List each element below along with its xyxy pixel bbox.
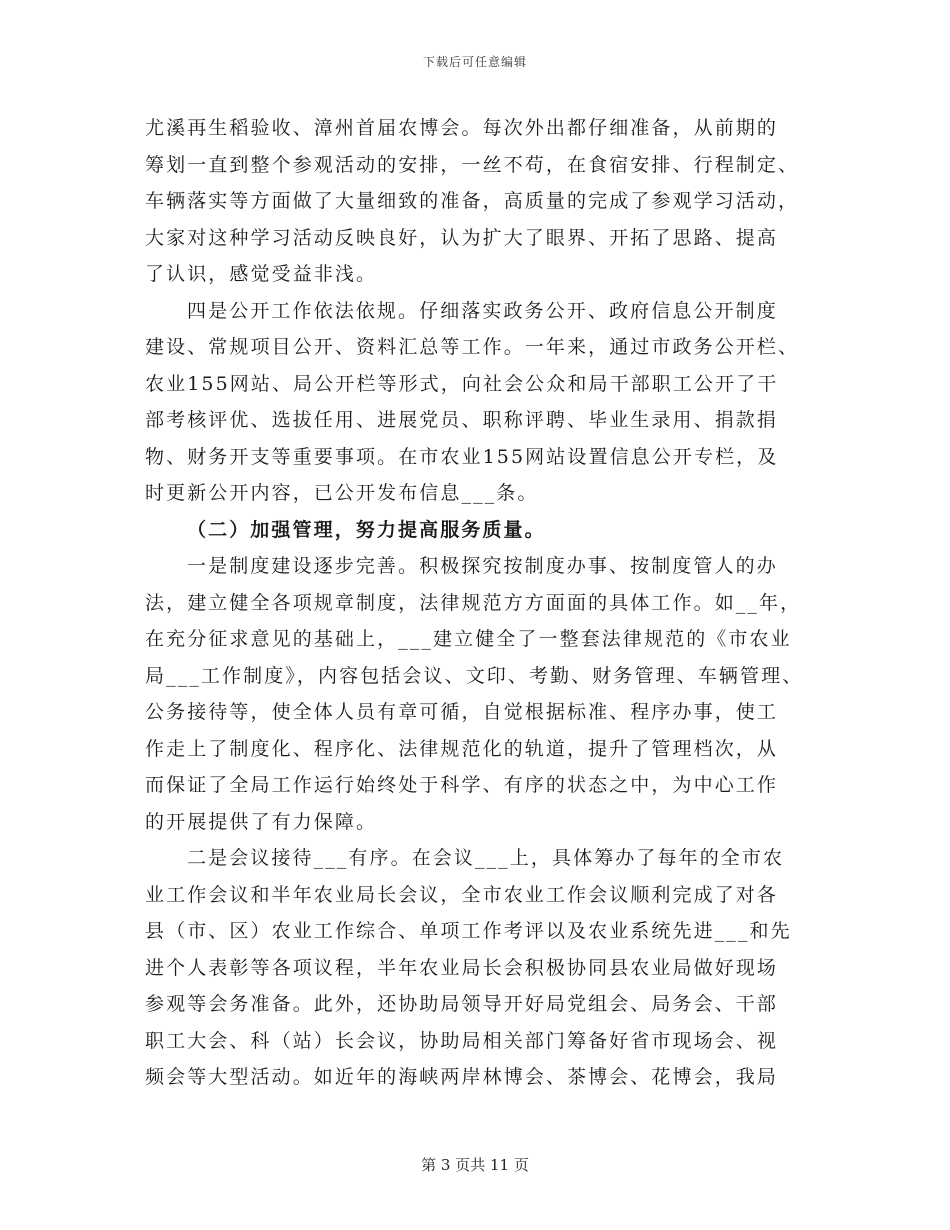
- text-line: 农业155网站、局公开栏等形式，向社会公众和局干部职工公开了干: [145, 372, 779, 395]
- text-line: 频会等大型活动。如近年的海峡两岸林博会、茶博会、花博会，我局: [145, 1066, 779, 1088]
- text-line: 公务接待等，使全体人员有章可循，自觉根据标准、程序办事，使工: [145, 701, 779, 723]
- document-body: [145, 110, 815, 1096]
- text-line: 时更新公开内容，已公开发布信息___条。: [145, 482, 539, 504]
- page-number: 第 3 页共 11 页: [421, 1156, 529, 1174]
- text-line: 而保证了全局工作运行始终处于科学、有序的状态之中，为中心工作: [145, 774, 779, 796]
- text-line: 参观等会务准备。此外，还协助局领导开好局党组会、局务会、干部: [145, 993, 779, 1015]
- text-line: 职工大会、科（站）长会议，协助局相关部门筹备好省市现场会、视: [145, 1029, 779, 1052]
- paragraph-start-line: 四是公开工作依法依规。仔细落实政务公开、政府信息公开制度: [187, 299, 778, 322]
- text-line: 在充分征求意见的基础上，___建立健全了一整套法律规范的《市农业: [145, 628, 792, 650]
- text-line: 建设、常规项目公开、资料汇总等工作。一年来，通过市政务公开栏、: [145, 336, 800, 358]
- text-line: 物、财务开支等重要事项。在市农业155网站设置信息公开专栏，及: [145, 445, 779, 468]
- text-line: 尤溪再生稻验收、漳州首届农博会。每次外出都仔细准备，从前期的: [145, 117, 779, 139]
- paragraph-start-line: 二是会议接待___有序。在会议___上，具体筹办了每年的全市农: [187, 847, 785, 869]
- text-line: 部考核评优、选拔任用、进展党员、职称评聘、毕业生录用、捐款捐: [145, 409, 779, 431]
- text-line: 法，建立健全各项规章制度，法律规范方方面面的具体工作。如__年，: [145, 591, 802, 614]
- text-line: 进个人表彰等各项议程，半年农业局长会积极协同县农业局做好现场: [145, 956, 779, 979]
- text-line: 了认识，感觉受益非浅。: [145, 263, 378, 285]
- paragraph-start-line: 一是制度建设逐步完善。积极探究按制度办事、按制度管人的办: [187, 555, 778, 577]
- text-line: 局___工作制度》，内容包括会议、文印、考勤、财务管理、车辆管理、: [145, 664, 804, 687]
- text-line: 车辆落实等方面做了大量细致的准备，高质量的完成了参观学习活动，: [145, 190, 800, 212]
- section-heading: （二）加强管理，努力提高服务质量。: [187, 518, 546, 541]
- text-line: 业工作会议和半年农业局长会议，全市农业工作会议顺利完成了对各: [145, 883, 779, 906]
- text-line: 的开展提供了有力保障。: [145, 810, 378, 833]
- text-line: 作走上了制度化、程序化、法律规范化的轨道，提升了管理档次，从: [145, 737, 779, 760]
- text-line: 大家对这种学习活动反映良好，认为扩大了眼界、开拓了思路、提高: [145, 226, 779, 249]
- text-line: 县（市、区）农业工作综合、单项工作考评以及农业系统先进___和先: [145, 920, 792, 942]
- text-line: 筹划一直到整个参观活动的安排，一丝不苟，在食宿安排、行程制定、: [145, 153, 800, 176]
- page-header: 下载后可任意编辑: [422, 55, 527, 69]
